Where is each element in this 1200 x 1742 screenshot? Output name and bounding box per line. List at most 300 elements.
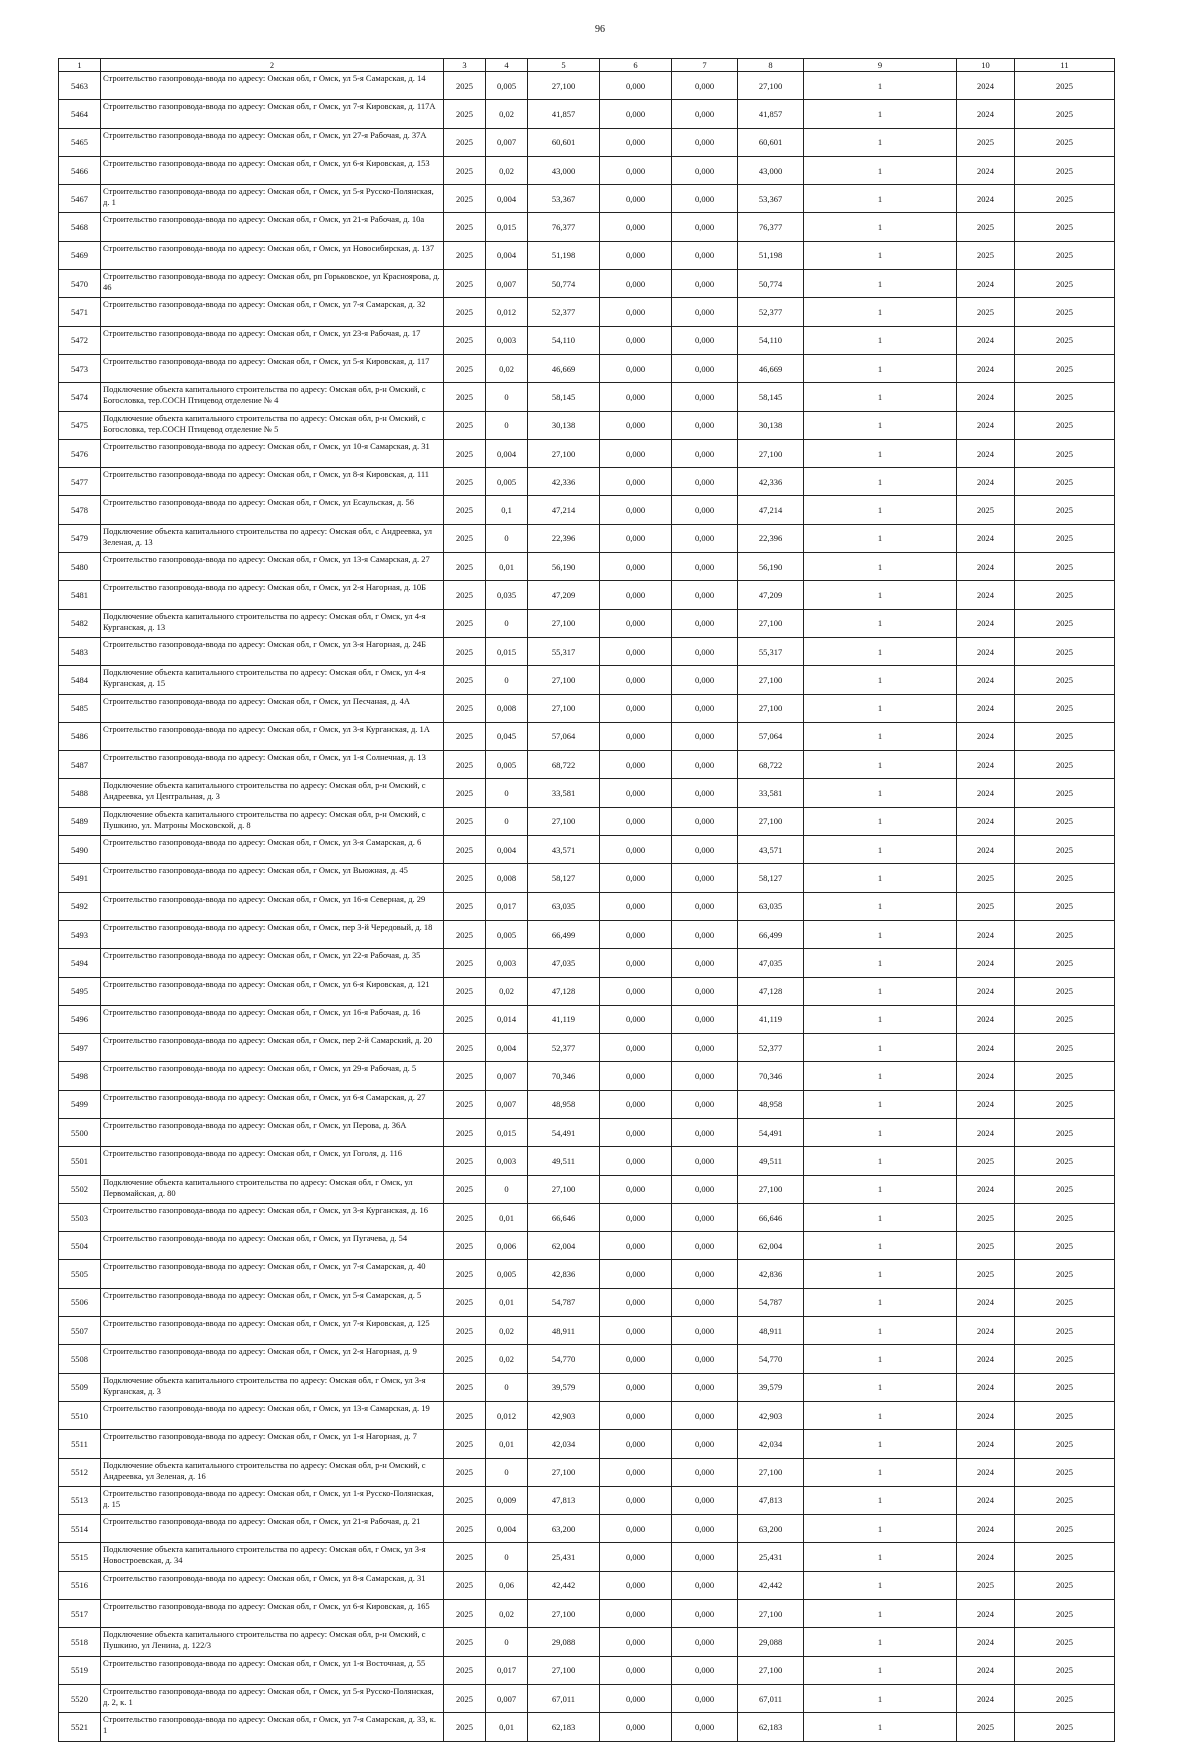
column-header-4: 4 xyxy=(486,59,528,72)
cell-cost-total: 33,581 xyxy=(528,779,600,807)
cell-description: Строительство газопровода-ввода по адресу: Омская обл, г Омск, ул 8-я Самарская, д. 31 xyxy=(101,1571,444,1599)
cell-cost-b: 0,000 xyxy=(672,468,738,496)
cell-cost-b: 0,000 xyxy=(672,100,738,128)
cell-length: 0 xyxy=(486,383,528,411)
cell-cost-a: 0,000 xyxy=(600,977,672,1005)
cell-description: Строительство газопровода-ввода по адресу: Омская обл, г Омск, ул 22-я Рабочая, д. 35 xyxy=(101,949,444,977)
cell-year: 2025 xyxy=(444,920,486,948)
cell-description: Строительство газопровода-ввода по адресу: Омская обл, г Омск, ул 2-я Нагорная, д. 9 xyxy=(101,1345,444,1373)
cell-length: 0,003 xyxy=(486,1147,528,1175)
cell-description: Строительство газопровода-ввода по адресу: Омская обл, г Омск, ул 6-я Кировская, д. 153 xyxy=(101,156,444,184)
table-row xyxy=(59,722,1115,750)
cell-cost-c: 50,774 xyxy=(738,270,804,298)
cell-cost-c: 63,200 xyxy=(738,1515,804,1543)
cell-start-year: 2024 xyxy=(957,694,1015,722)
cell-description: Строительство газопровода-ввода по адресу: Омская обл, г Омск, ул 5-я Русско-Полянская, д. 2, к. 1 xyxy=(101,1684,444,1712)
table-row xyxy=(59,779,1115,807)
cell-cost-total: 47,209 xyxy=(528,581,600,609)
cell-start-year: 2024 xyxy=(957,270,1015,298)
table-row xyxy=(59,1147,1115,1175)
table-row xyxy=(59,100,1115,128)
cell-number: 5519 xyxy=(59,1656,101,1684)
cell-cost-b: 0,000 xyxy=(672,1571,738,1599)
cell-cost-b: 0,000 xyxy=(672,1090,738,1118)
cell-cost-a: 0,000 xyxy=(600,1175,672,1203)
cell-end-year: 2025 xyxy=(1015,553,1115,581)
cell-start-year: 2024 xyxy=(957,949,1015,977)
cell-cost-c: 63,035 xyxy=(738,892,804,920)
cell-description: Строительство газопровода-ввода по адресу: Омская обл, г Омск, ул 5-я Самарская, д. 5 xyxy=(101,1288,444,1316)
cell-cost-total: 54,110 xyxy=(528,326,600,354)
cell-cost-total: 67,011 xyxy=(528,1684,600,1712)
table-row xyxy=(59,1062,1115,1090)
table-header xyxy=(59,59,1115,72)
cell-number: 5475 xyxy=(59,411,101,439)
cell-start-year: 2024 xyxy=(957,1401,1015,1429)
cell-end-year: 2025 xyxy=(1015,1118,1115,1146)
cell-end-year: 2025 xyxy=(1015,836,1115,864)
cell-cost-b: 0,000 xyxy=(672,949,738,977)
cell-year: 2025 xyxy=(444,1713,486,1741)
cell-cost-a: 0,000 xyxy=(600,298,672,326)
cell-cost-a: 0,000 xyxy=(600,722,672,750)
column-header-10: 10 xyxy=(957,59,1015,72)
cell-end-year: 2025 xyxy=(1015,666,1115,694)
cell-cost-b: 0,000 xyxy=(672,1288,738,1316)
cell-year: 2025 xyxy=(444,1175,486,1203)
cell-cost-total: 52,377 xyxy=(528,298,600,326)
cell-cost-c: 52,377 xyxy=(738,1034,804,1062)
cell-start-year: 2025 xyxy=(957,1260,1015,1288)
cell-cost-a: 0,000 xyxy=(600,72,672,100)
cell-cost-a: 0,000 xyxy=(600,156,672,184)
cell-cost-c: 53,367 xyxy=(738,185,804,213)
cell-cost-b: 0,000 xyxy=(672,1260,738,1288)
cell-cost-a: 0,000 xyxy=(600,892,672,920)
column-header-3: 3 xyxy=(444,59,486,72)
cell-start-year: 2024 xyxy=(957,100,1015,128)
cell-cost-c: 42,034 xyxy=(738,1430,804,1458)
cell-cost-total: 56,190 xyxy=(528,553,600,581)
cell-length: 0,015 xyxy=(486,213,528,241)
cell-number: 5466 xyxy=(59,156,101,184)
cell-cost-b: 0,000 xyxy=(672,892,738,920)
cell-end-year: 2025 xyxy=(1015,383,1115,411)
table-row xyxy=(59,1232,1115,1260)
cell-quantity: 1 xyxy=(804,383,957,411)
cell-cost-total: 27,100 xyxy=(528,1175,600,1203)
cell-cost-total: 54,770 xyxy=(528,1345,600,1373)
cell-quantity: 1 xyxy=(804,213,957,241)
cell-description: Строительство газопровода-ввода по адресу: Омская обл, г Омск, ул 3-я Самарская, д. 6 xyxy=(101,836,444,864)
cell-year: 2025 xyxy=(444,1430,486,1458)
cell-start-year: 2025 xyxy=(957,1232,1015,1260)
cell-year: 2025 xyxy=(444,496,486,524)
cell-length: 0,005 xyxy=(486,1260,528,1288)
cell-cost-b: 0,000 xyxy=(672,439,738,467)
cell-length: 0,007 xyxy=(486,1062,528,1090)
cell-number: 5477 xyxy=(59,468,101,496)
cell-end-year: 2025 xyxy=(1015,722,1115,750)
cell-cost-a: 0,000 xyxy=(600,1430,672,1458)
cell-end-year: 2025 xyxy=(1015,1090,1115,1118)
cell-year: 2025 xyxy=(444,468,486,496)
cell-quantity: 1 xyxy=(804,326,957,354)
cell-start-year: 2024 xyxy=(957,1430,1015,1458)
cell-cost-total: 70,346 xyxy=(528,1062,600,1090)
cell-cost-total: 41,857 xyxy=(528,100,600,128)
cell-year: 2025 xyxy=(444,1288,486,1316)
cell-year: 2025 xyxy=(444,1543,486,1571)
cell-cost-a: 0,000 xyxy=(600,100,672,128)
cell-cost-b: 0,000 xyxy=(672,779,738,807)
registry-table xyxy=(58,58,1115,1742)
cell-end-year: 2025 xyxy=(1015,1005,1115,1033)
cell-description: Строительство газопровода-ввода по адресу: Омская обл, г Омск, ул 6-я Кировская, д. 121 xyxy=(101,977,444,1005)
cell-end-year: 2025 xyxy=(1015,949,1115,977)
cell-cost-b: 0,000 xyxy=(672,213,738,241)
cell-number: 5518 xyxy=(59,1628,101,1656)
cell-number: 5479 xyxy=(59,524,101,552)
cell-quantity: 1 xyxy=(804,1713,957,1741)
cell-cost-total: 25,431 xyxy=(528,1543,600,1571)
cell-number: 5491 xyxy=(59,864,101,892)
cell-cost-c: 54,770 xyxy=(738,1345,804,1373)
table-row xyxy=(59,326,1115,354)
cell-cost-c: 42,903 xyxy=(738,1401,804,1429)
cell-description: Подключение объекта капитального строительства по адресу: Омская обл, г Омск, ул 3-я Курганская, д. 3 xyxy=(101,1373,444,1401)
table-row xyxy=(59,1684,1115,1712)
cell-number: 5514 xyxy=(59,1515,101,1543)
cell-description: Строительство газопровода-ввода по адресу: Омская обл, г Омск, ул 6-я Самарская, д. 27 xyxy=(101,1090,444,1118)
cell-cost-total: 48,958 xyxy=(528,1090,600,1118)
cell-end-year: 2025 xyxy=(1015,1543,1115,1571)
table-row xyxy=(59,666,1115,694)
table-row xyxy=(59,751,1115,779)
cell-cost-c: 47,209 xyxy=(738,581,804,609)
cell-cost-a: 0,000 xyxy=(600,1458,672,1486)
cell-description: Строительство газопровода-ввода по адресу: Омская обл, г Омск, ул 1-я Восточная, д. 55 xyxy=(101,1656,444,1684)
cell-number: 5487 xyxy=(59,751,101,779)
table-row xyxy=(59,383,1115,411)
cell-cost-b: 0,000 xyxy=(672,1628,738,1656)
cell-cost-c: 27,100 xyxy=(738,1600,804,1628)
column-header-9: 9 xyxy=(804,59,957,72)
table-row xyxy=(59,468,1115,496)
cell-number: 5503 xyxy=(59,1203,101,1231)
cell-end-year: 2025 xyxy=(1015,439,1115,467)
cell-description: Строительство газопровода-ввода по адресу: Омская обл, г Омск, ул 1-я Нагорная, д. 7 xyxy=(101,1430,444,1458)
cell-cost-c: 51,198 xyxy=(738,241,804,269)
cell-cost-a: 0,000 xyxy=(600,1571,672,1599)
cell-cost-b: 0,000 xyxy=(672,1684,738,1712)
cell-description: Подключение объекта капитального строительства по адресу: Омская обл, р-н Омский, с Богословка, тер.СОСН Птицевод отделение № 4 xyxy=(101,383,444,411)
cell-cost-b: 0,000 xyxy=(672,1232,738,1260)
cell-number: 5521 xyxy=(59,1713,101,1741)
cell-year: 2025 xyxy=(444,411,486,439)
cell-description: Строительство газопровода-ввода по адресу: Омская обл, г Омск, ул Вьюжная, д. 45 xyxy=(101,864,444,892)
cell-quantity: 1 xyxy=(804,72,957,100)
cell-quantity: 1 xyxy=(804,1034,957,1062)
cell-number: 5467 xyxy=(59,185,101,213)
cell-year: 2025 xyxy=(444,1401,486,1429)
cell-cost-total: 47,813 xyxy=(528,1486,600,1514)
cell-end-year: 2025 xyxy=(1015,751,1115,779)
cell-number: 5469 xyxy=(59,241,101,269)
cell-quantity: 1 xyxy=(804,1401,957,1429)
cell-cost-a: 0,000 xyxy=(600,1203,672,1231)
table-row xyxy=(59,1543,1115,1571)
cell-cost-total: 47,128 xyxy=(528,977,600,1005)
cell-description: Строительство газопровода-ввода по адресу: Омская обл, г Омск, ул 3-я Курганская, д. 1А xyxy=(101,722,444,750)
cell-length: 0,007 xyxy=(486,1684,528,1712)
cell-cost-c: 66,499 xyxy=(738,920,804,948)
cell-cost-c: 29,088 xyxy=(738,1628,804,1656)
cell-year: 2025 xyxy=(444,1005,486,1033)
column-header-5: 5 xyxy=(528,59,600,72)
cell-end-year: 2025 xyxy=(1015,1401,1115,1429)
column-header-8: 8 xyxy=(738,59,804,72)
cell-year: 2025 xyxy=(444,609,486,637)
cell-quantity: 1 xyxy=(804,1232,957,1260)
cell-cost-c: 42,442 xyxy=(738,1571,804,1599)
cell-number: 5486 xyxy=(59,722,101,750)
cell-start-year: 2024 xyxy=(957,383,1015,411)
cell-cost-total: 43,000 xyxy=(528,156,600,184)
cell-year: 2025 xyxy=(444,1684,486,1712)
cell-start-year: 2024 xyxy=(957,1090,1015,1118)
cell-number: 5520 xyxy=(59,1684,101,1712)
cell-cost-total: 58,145 xyxy=(528,383,600,411)
cell-quantity: 1 xyxy=(804,128,957,156)
cell-quantity: 1 xyxy=(804,1147,957,1175)
cell-cost-b: 0,000 xyxy=(672,1147,738,1175)
cell-cost-c: 43,000 xyxy=(738,156,804,184)
cell-cost-total: 22,396 xyxy=(528,524,600,552)
cell-cost-b: 0,000 xyxy=(672,1430,738,1458)
cell-end-year: 2025 xyxy=(1015,1034,1115,1062)
cell-start-year: 2024 xyxy=(957,1175,1015,1203)
cell-year: 2025 xyxy=(444,298,486,326)
table-row xyxy=(59,1571,1115,1599)
cell-length: 0 xyxy=(486,1628,528,1656)
table-row xyxy=(59,1430,1115,1458)
table-row xyxy=(59,270,1115,298)
cell-quantity: 1 xyxy=(804,1543,957,1571)
cell-year: 2025 xyxy=(444,1571,486,1599)
cell-year: 2025 xyxy=(444,1628,486,1656)
cell-end-year: 2025 xyxy=(1015,213,1115,241)
cell-cost-a: 0,000 xyxy=(600,1260,672,1288)
cell-length: 0 xyxy=(486,1458,528,1486)
cell-year: 2025 xyxy=(444,524,486,552)
cell-cost-c: 27,100 xyxy=(738,807,804,835)
table-row xyxy=(59,1118,1115,1146)
cell-year: 2025 xyxy=(444,1260,486,1288)
cell-number: 5504 xyxy=(59,1232,101,1260)
cell-length: 0,045 xyxy=(486,722,528,750)
cell-cost-c: 55,317 xyxy=(738,637,804,665)
cell-cost-c: 46,669 xyxy=(738,354,804,382)
cell-description: Строительство газопровода-ввода по адресу: Омская обл, г Омск, ул 1-я Солнечная, д. 13 xyxy=(101,751,444,779)
cell-description: Строительство газопровода-ввода по адресу: Омская обл, г Омск, ул 7-я Кировская, д. 125 xyxy=(101,1317,444,1345)
cell-description: Строительство газопровода-ввода по адресу: Омская обл, г Омск, ул 27-я Рабочая, д. 37А xyxy=(101,128,444,156)
cell-cost-c: 47,128 xyxy=(738,977,804,1005)
cell-description: Строительство газопровода-ввода по адресу: Омская обл, г Омск, ул 7-я Кировская, д. 117А xyxy=(101,100,444,128)
cell-length: 0,004 xyxy=(486,836,528,864)
cell-cost-a: 0,000 xyxy=(600,185,672,213)
cell-length: 0,005 xyxy=(486,920,528,948)
cell-number: 5511 xyxy=(59,1430,101,1458)
table-row xyxy=(59,977,1115,1005)
cell-quantity: 1 xyxy=(804,553,957,581)
table-row xyxy=(59,637,1115,665)
cell-end-year: 2025 xyxy=(1015,1147,1115,1175)
cell-start-year: 2025 xyxy=(957,1713,1015,1741)
cell-length: 0,004 xyxy=(486,1515,528,1543)
cell-cost-c: 62,004 xyxy=(738,1232,804,1260)
cell-quantity: 1 xyxy=(804,496,957,524)
cell-cost-a: 0,000 xyxy=(600,694,672,722)
cell-cost-c: 68,722 xyxy=(738,751,804,779)
cell-cost-total: 62,183 xyxy=(528,1713,600,1741)
table-row xyxy=(59,241,1115,269)
cell-length: 0,014 xyxy=(486,1005,528,1033)
cell-cost-b: 0,000 xyxy=(672,1401,738,1429)
cell-start-year: 2024 xyxy=(957,1543,1015,1571)
cell-cost-c: 58,145 xyxy=(738,383,804,411)
cell-cost-b: 0,000 xyxy=(672,326,738,354)
cell-length: 0,003 xyxy=(486,949,528,977)
cell-start-year: 2024 xyxy=(957,1317,1015,1345)
cell-cost-b: 0,000 xyxy=(672,1543,738,1571)
cell-quantity: 1 xyxy=(804,1118,957,1146)
table-row xyxy=(59,1401,1115,1429)
cell-end-year: 2025 xyxy=(1015,100,1115,128)
cell-cost-total: 43,571 xyxy=(528,836,600,864)
cell-year: 2025 xyxy=(444,1458,486,1486)
cell-year: 2025 xyxy=(444,1373,486,1401)
cell-length: 0,02 xyxy=(486,100,528,128)
cell-quantity: 1 xyxy=(804,864,957,892)
cell-cost-b: 0,000 xyxy=(672,1034,738,1062)
cell-number: 5464 xyxy=(59,100,101,128)
cell-number: 5478 xyxy=(59,496,101,524)
cell-cost-c: 42,836 xyxy=(738,1260,804,1288)
table-row xyxy=(59,609,1115,637)
table-row xyxy=(59,439,1115,467)
cell-description: Строительство газопровода-ввода по адресу: Омская обл, г Омск, ул Песчаная, д. 4А xyxy=(101,694,444,722)
cell-cost-a: 0,000 xyxy=(600,1684,672,1712)
cell-cost-b: 0,000 xyxy=(672,694,738,722)
cell-cost-a: 0,000 xyxy=(600,637,672,665)
cell-cost-c: 60,601 xyxy=(738,128,804,156)
table-row xyxy=(59,1005,1115,1033)
cell-number: 5470 xyxy=(59,270,101,298)
cell-cost-a: 0,000 xyxy=(600,1005,672,1033)
cell-end-year: 2025 xyxy=(1015,1317,1115,1345)
cell-cost-b: 0,000 xyxy=(672,1656,738,1684)
cell-cost-c: 48,958 xyxy=(738,1090,804,1118)
cell-length: 0,015 xyxy=(486,1118,528,1146)
cell-cost-c: 27,100 xyxy=(738,609,804,637)
cell-quantity: 1 xyxy=(804,949,957,977)
cell-length: 0 xyxy=(486,807,528,835)
cell-year: 2025 xyxy=(444,666,486,694)
table-row xyxy=(59,411,1115,439)
cell-cost-b: 0,000 xyxy=(672,1203,738,1231)
cell-cost-c: 49,511 xyxy=(738,1147,804,1175)
cell-end-year: 2025 xyxy=(1015,977,1115,1005)
cell-cost-total: 48,911 xyxy=(528,1317,600,1345)
table-row xyxy=(59,1090,1115,1118)
column-header-1: 1 xyxy=(59,59,101,72)
cell-description: Строительство газопровода-ввода по адресу: Омская обл, г Омск, ул Гоголя, д. 116 xyxy=(101,1147,444,1175)
cell-cost-total: 54,491 xyxy=(528,1118,600,1146)
cell-description: Строительство газопровода-ввода по адресу: Омская обл, г Омск, ул Новосибирская, д. 137 xyxy=(101,241,444,269)
cell-cost-c: 27,100 xyxy=(738,1656,804,1684)
cell-year: 2025 xyxy=(444,213,486,241)
cell-number: 5510 xyxy=(59,1401,101,1429)
table-row xyxy=(59,553,1115,581)
cell-description: Строительство газопровода-ввода по адресу: Омская обл, г Омск, ул 16-я Рабочая, д. 16 xyxy=(101,1005,444,1033)
table-row xyxy=(59,1203,1115,1231)
cell-end-year: 2025 xyxy=(1015,1600,1115,1628)
cell-end-year: 2025 xyxy=(1015,156,1115,184)
cell-cost-b: 0,000 xyxy=(672,128,738,156)
cell-start-year: 2024 xyxy=(957,807,1015,835)
cell-end-year: 2025 xyxy=(1015,609,1115,637)
cell-number: 5485 xyxy=(59,694,101,722)
cell-cost-a: 0,000 xyxy=(600,1345,672,1373)
cell-description: Подключение объекта капитального строительства по адресу: Омская обл, р-н Омский, с Пушкино, ул Ленина, д. 122/3 xyxy=(101,1628,444,1656)
cell-number: 5509 xyxy=(59,1373,101,1401)
cell-cost-b: 0,000 xyxy=(672,637,738,665)
cell-length: 0 xyxy=(486,609,528,637)
cell-start-year: 2025 xyxy=(957,241,1015,269)
cell-quantity: 1 xyxy=(804,100,957,128)
cell-year: 2025 xyxy=(444,439,486,467)
cell-number: 5500 xyxy=(59,1118,101,1146)
cell-cost-c: 30,138 xyxy=(738,411,804,439)
cell-start-year: 2024 xyxy=(957,1515,1015,1543)
cell-cost-b: 0,000 xyxy=(672,1600,738,1628)
cell-number: 5495 xyxy=(59,977,101,1005)
cell-description: Строительство газопровода-ввода по адресу: Омская обл, г Омск, ул 1-я Русско-Полянская, д. 15 xyxy=(101,1486,444,1514)
cell-length: 0 xyxy=(486,666,528,694)
cell-end-year: 2025 xyxy=(1015,298,1115,326)
cell-quantity: 1 xyxy=(804,637,957,665)
cell-start-year: 2024 xyxy=(957,1628,1015,1656)
cell-cost-c: 27,100 xyxy=(738,439,804,467)
table-row xyxy=(59,1656,1115,1684)
cell-year: 2025 xyxy=(444,185,486,213)
cell-year: 2025 xyxy=(444,1034,486,1062)
cell-quantity: 1 xyxy=(804,241,957,269)
cell-description: Строительство газопровода-ввода по адресу: Омская обл, г Омск, пер 2-й Самарский, д. 20 xyxy=(101,1034,444,1062)
cell-cost-a: 0,000 xyxy=(600,411,672,439)
table-row xyxy=(59,72,1115,100)
cell-cost-b: 0,000 xyxy=(672,751,738,779)
cell-cost-b: 0,000 xyxy=(672,1345,738,1373)
cell-end-year: 2025 xyxy=(1015,128,1115,156)
cell-cost-c: 47,214 xyxy=(738,496,804,524)
cell-quantity: 1 xyxy=(804,666,957,694)
cell-start-year: 2025 xyxy=(957,1203,1015,1231)
cell-number: 5499 xyxy=(59,1090,101,1118)
cell-cost-total: 47,035 xyxy=(528,949,600,977)
table-row xyxy=(59,892,1115,920)
